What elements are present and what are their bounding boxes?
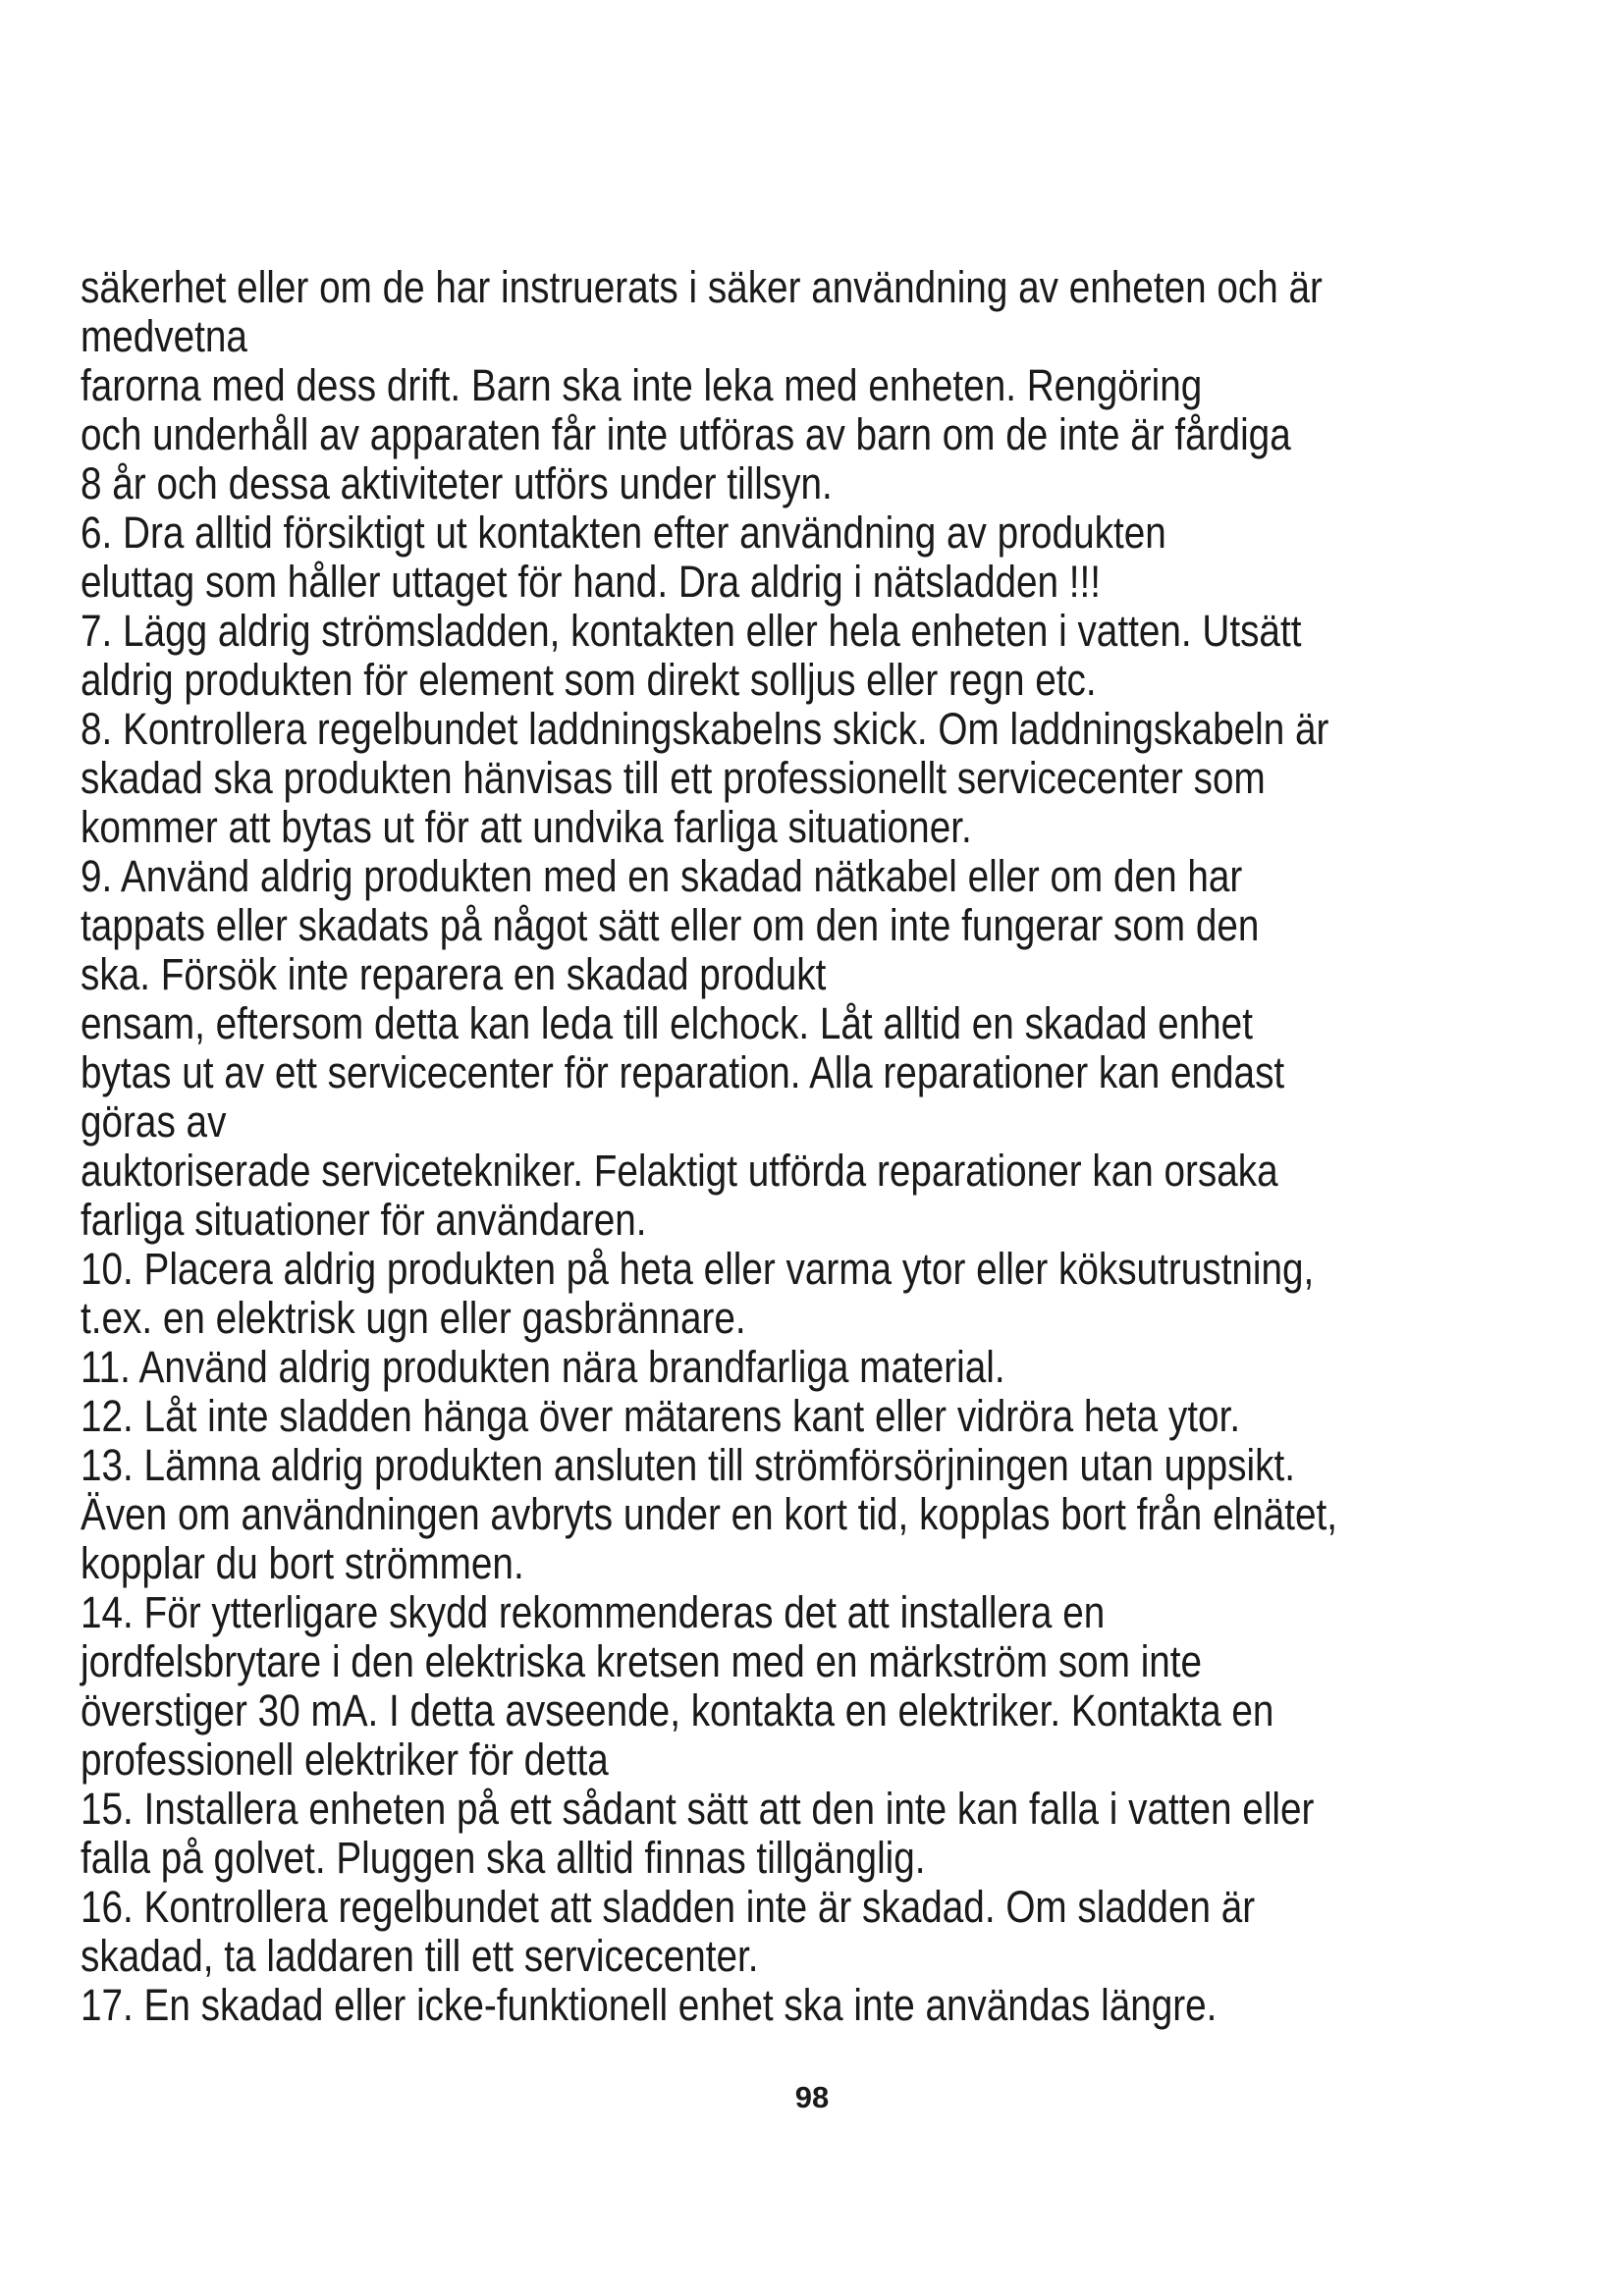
page-number: 98 — [794, 2080, 830, 2114]
text-line: 8. Kontrollera regelbundet laddningskabelns skick. Om laddningskabeln är — [81, 704, 1329, 754]
text-line: professionell elektriker för detta — [81, 1735, 609, 1785]
text-line: medvetna — [81, 311, 247, 361]
text-line: jordfelsbrytare i den elektriska kretsen med en märkström som inte — [81, 1636, 1203, 1686]
text-line: 14. För ytterligare skydd rekommenderas det att installera en — [81, 1587, 1106, 1637]
text-line: ska. Försök inte reparera en skadad produkt — [81, 949, 827, 999]
text-line: skadad, ta laddaren till ett servicecenter. — [81, 1931, 759, 1981]
text-line: kommer att bytas ut för att undvika farliga situationer. — [81, 802, 972, 852]
text-line: säkerhet eller om de har instruerats i säker användning av enheten och är — [81, 262, 1323, 312]
text-line: 9. Använd aldrig produkten med en skadad nätkabel eller om den har — [81, 851, 1243, 901]
text-line: kopplar du bort strömmen. — [81, 1538, 524, 1588]
text-line: 8 år och dessa aktiviteter utförs under tillsyn. — [81, 458, 833, 508]
text-line: och underhåll av apparaten får inte utföras av barn om de inte är fårdiga — [81, 409, 1291, 459]
text-line: 16. Kontrollera regelbundet att sladden inte är skadad. Om sladden är — [81, 1882, 1256, 1932]
text-line: eluttag som håller uttaget för hand. Dra aldrig i nätsladden !!! — [81, 557, 1102, 607]
text-line: 7. Lägg aldrig strömsladden, kontakten eller hela enheten i vatten. Utsätt — [81, 606, 1302, 656]
text-line: tappats eller skadats på något sätt eller om den inte fungerar som den — [81, 900, 1260, 950]
text-line: 12. Låt inte sladden hänga över mätarens kant eller vidröra heta ytor. — [81, 1391, 1241, 1441]
text-line: falla på golvet. Pluggen ska alltid finnas tillgänglig. — [81, 1833, 926, 1883]
text-line: aldrig produkten för element som direkt solljus eller regn etc. — [81, 655, 1097, 705]
text-line: t.ex. en elektrisk ugn eller gasbrännare. — [81, 1293, 746, 1343]
text-line: 6. Dra alltid försiktigt ut kontakten efter användning av produkten — [81, 507, 1166, 558]
text-line: Även om användningen avbryts under en kort tid, kopplas bort från elnätet, — [81, 1489, 1338, 1539]
text-line: 10. Placera aldrig produkten på heta eller varma ytor eller köksutrustning, — [81, 1244, 1315, 1294]
text-line: 11. Använd aldrig produkten nära brandfarliga material. — [81, 1342, 1005, 1392]
text-line: farliga situationer för användaren. — [81, 1195, 647, 1245]
text-line: farorna med dess drift. Barn ska inte leka med enheten. Rengöring — [81, 360, 1203, 410]
text-line: ensam, eftersom detta kan leda till elchock. Låt alltid en skadad enhet — [81, 998, 1253, 1048]
text-line: skadad ska produkten hänvisas till ett professionellt servicecenter som — [81, 753, 1266, 803]
text-line: bytas ut av ett servicecenter för reparation. Alla reparationer kan endast — [81, 1047, 1285, 1097]
text-line: 17. En skadad eller icke-funktionell enhet ska inte användas längre. — [81, 1980, 1218, 2030]
text-line: auktoriserade servicetekniker. Felaktigt utförda reparationer kan orsaka — [81, 1146, 1278, 1196]
text-line: göras av — [81, 1096, 227, 1147]
text-line: överstiger 30 mA. I detta avseende, kontakta en elektriker. Kontakta en — [81, 1685, 1274, 1735]
text-line: 15. Installera enheten på ett sådant sätt att den inte kan falla i vatten eller — [81, 1784, 1315, 1834]
body-text — [81, 263, 1573, 2030]
text-line: 13. Lämna aldrig produkten ansluten till strömförsörjningen utan uppsikt. — [81, 1440, 1295, 1490]
